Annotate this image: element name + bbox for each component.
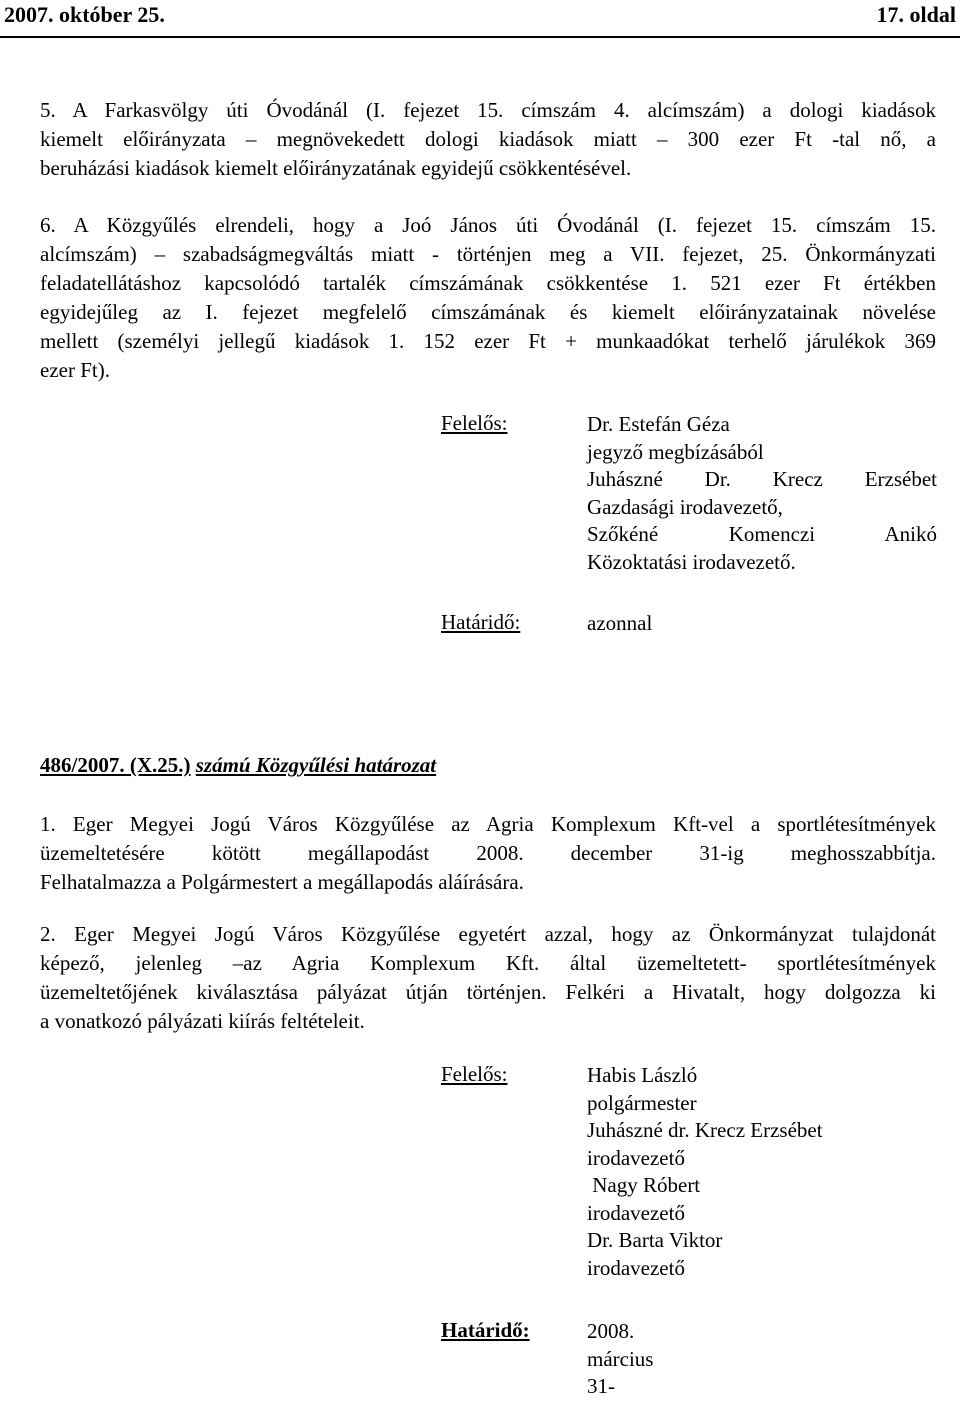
responsible-line: polgármester bbox=[587, 1090, 697, 1115]
text-line: üzemeltetésére kötött megállapodást 2008. december 31-ig meghosszabbítja. bbox=[40, 841, 936, 865]
responsible-label: Felelős: bbox=[441, 411, 508, 435]
text-line: mellett (személyi jellegű kiadások 1. 152 ezer Ft + munkaadókat terhelő járulékok 369 bbox=[40, 329, 936, 353]
text-line: beruházási kiadások kiemelt előirányzatának egyidejű csökkentésével. bbox=[40, 156, 632, 180]
text-line: 5. A Farkasvölgy úti Óvodánál (I. fejezet 15. címszám 4. alcímszám) a dologi kiadások bbox=[40, 98, 936, 122]
text-line: Felhatalmazza a Polgármestert a megállapodás aláírására. bbox=[40, 870, 524, 894]
resolution-item-1 bbox=[40, 810, 936, 897]
text-line: a vonatkozó pályázati kiírás feltételeit. bbox=[40, 1009, 365, 1033]
responsible-line: Dr. Barta Viktor bbox=[587, 1228, 723, 1252]
text-line: képező, jelenleg –az Agria Komplexum Kft. által üzemeltetett- sportlétesítmények bbox=[40, 951, 936, 975]
responsible-names bbox=[587, 411, 937, 576]
responsible-line: irodavezető bbox=[587, 1200, 685, 1225]
text-line: 1. Eger Megyei Jogú Város Közgyűlése az Agria Komplexum Kft-vel a sportlétesítmények bbox=[40, 812, 936, 836]
resolution-number: 486/2007. (X.25.) bbox=[40, 753, 191, 777]
deadline-value: 2008. március 31- bbox=[587, 1319, 654, 1398]
responsible-line: Juhászné Dr. Krecz Erzsébet bbox=[587, 467, 937, 491]
responsible-line: irodavezető bbox=[587, 1145, 685, 1170]
responsible-line: Nagy Róbert bbox=[587, 1173, 701, 1197]
header-date: 2007. október 25. bbox=[4, 2, 165, 27]
text-line: egyidejűleg az I. fejezet megfelelő címszámának és kiemelt előirányzatainak növelése bbox=[40, 300, 936, 324]
text-line: üzemeltetőjének kiválasztása pályázat útján történjen. Felkéri a Hivatalt, hogy dolgozza ki bbox=[40, 980, 936, 1004]
deadline-label: Határidő: bbox=[441, 610, 521, 634]
resolution-heading bbox=[40, 753, 436, 778]
responsible-line: Közoktatási irodavezető. bbox=[587, 549, 796, 574]
section-6-paragraph bbox=[40, 211, 936, 385]
text-line: ezer Ft). bbox=[40, 358, 110, 382]
text-line: feladatellátáshoz kapcsolódó tartalék címszámának csökkentése 1. 521 ezer Ft értékben bbox=[40, 271, 936, 295]
responsible-line: irodavezető bbox=[587, 1255, 685, 1280]
deadline-value: azonnal bbox=[587, 611, 653, 635]
text-line: 2. Eger Megyei Jogú Város Közgyűlése egyetért azzal, hogy az Önkormányzat tulajdonát bbox=[40, 922, 936, 946]
text-line: alcímszám) – szabadságmegváltás miatt - történjen meg a VII. fejezet, 25. Önkormányzati bbox=[40, 242, 936, 266]
resolution-title: számú Közgyűlési határozat bbox=[195, 753, 437, 777]
text-line: 6. A Közgyűlés elrendeli, hogy a Joó János úti Óvodánál (I. fejezet 15. címszám 15. bbox=[40, 213, 936, 237]
text-line: kiemelt előirányzata – megnövekedett dologi kiadások miatt – 300 ezer Ft -tal nő, a bbox=[40, 127, 936, 151]
responsible-names bbox=[587, 1062, 823, 1282]
section-5-paragraph bbox=[40, 96, 936, 183]
responsible-line: jegyző megbízásából bbox=[587, 439, 764, 464]
page-header bbox=[0, 0, 960, 38]
resolution-item-2 bbox=[40, 920, 936, 1036]
responsible-line: Szőkéné Komenczi Anikó bbox=[587, 522, 937, 546]
responsible-line: Dr. Estefán Géza bbox=[587, 412, 730, 436]
responsible-label: Felelős: bbox=[441, 1062, 508, 1086]
responsible-line: Habis László bbox=[587, 1063, 698, 1087]
responsible-line: Juhászné dr. Krecz Erzsébet bbox=[587, 1118, 823, 1142]
responsible-line: Gazdasági irodavezető, bbox=[587, 494, 783, 519]
header-page-number: 17. oldal bbox=[876, 2, 956, 27]
deadline-label: Határidő: bbox=[441, 1318, 530, 1342]
